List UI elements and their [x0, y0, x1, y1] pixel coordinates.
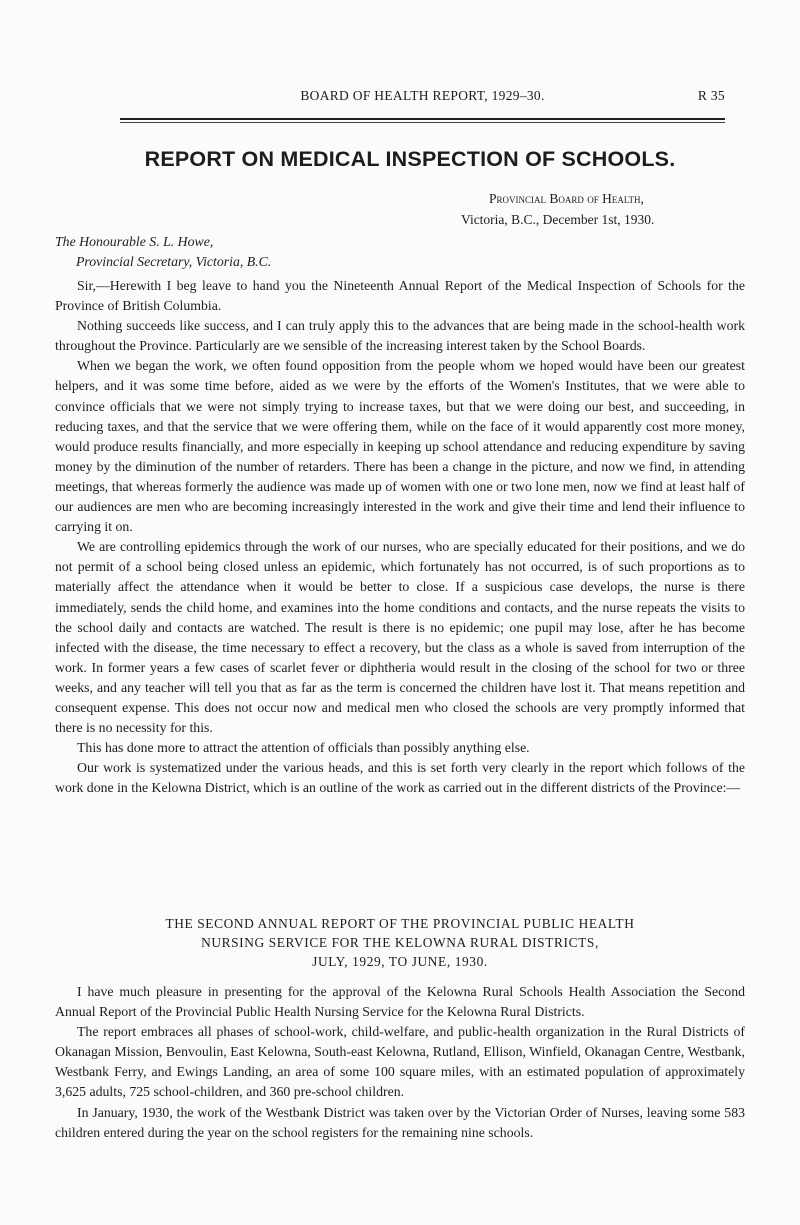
recipient-line-1: The Honourable S. L. Howe,: [55, 234, 214, 249]
paragraph: When we began the work, we often found opposition from the people whom we hoped would have been our greatest helpers, and it was some time before, aided as we were by the efforts of the Women's Institutes, that we were able to convince officials that we were not simply trying to increase taxes, but that we were doing our best, and succeeding, in reducing taxes, and that the service that we were offering them, while on the face of it would apparently cost more money, would produce results financially, and more especially in keeping up school attendance and reducing expenditure by saving money by the diminution of the number of retarders. There has been a change in the picture, and now we find, in attending meetings, that whereas formerly the audience was made up of women with one or two lone men, now we find at least half of our audiences are men who are becoming increasingly interested in the work and give their time and lend their influence to carrying it on.: [55, 358, 745, 535]
subheading-line-2: NURSING SERVICE FOR THE KELOWNA RURAL DISTRICTS,: [201, 935, 599, 950]
header-rule-thin: [120, 122, 725, 123]
paragraph: The report embraces all phases of school-work, child-welfare, and public-health organization in the Rural Districts of Okanagan Mission, Benvoulin, East Kelowna, South-east Kelowna, Rutland, Ellison, Winfield, Okanagan Centre, Westbank, Westbank Ferry, and Ewings Landing, an area of some 100 square miles, with an estimated population of approximately 3,625 adults, 725 school-children, and 360 pre-school children.: [55, 1024, 745, 1100]
paragraph: Nothing succeeds like success, and I can truly apply this to the advances that are being made in the school-health work throughout the Province. Particularly are we sensible of the increasing interest taken by the School Boards.: [55, 318, 745, 354]
paragraph: We are controlling epidemics through the work of our nurses, who are specially educated for their positions, and we do not permit of a school being closed unless an epidemic, which fortunately has not occurred, is of such proportions as to materially affect the attendance when it would be better to close. If a suspicious case develops, the nurse is there immediately, sends the child home, and examines into the home conditions and contacts, and the nurse repeats the visits to the school daily and contacts are watched. The result is there is no epidemic; one pupil may lose, after he has become infected with the disease, the time necessary to effect a recovery, but the class as a whole is saved from interruption of the work. In former years a few cases of scarlet fever or diphtheria would result in the closing of the school for two or three weeks, and any teacher will tell you that as far as the term is concerned the children have lost it. That means repetition and consequent expense. This does not occur now and medical men who closed the schools are very promptly informed that there is no necessity for this.: [55, 539, 745, 736]
paragraph: Sir,—Herewith I beg leave to hand you the Nineteenth Annual Report of the Medical Inspection of Schools for the Province of British Columbia.: [55, 278, 745, 314]
paragraph: I have much pleasure in presenting for the approval of the Kelowna Rural Schools Health Association the Second Annual Report of the Provincial Public Health Nursing Service for the Kelowna Rural Districts.: [55, 984, 745, 1020]
recipient-line-2: Provincial Secretary, Victoria, B.C.: [76, 254, 272, 269]
page-number: R 35: [697, 88, 725, 103]
address-line-2: [461, 212, 654, 228]
section-subheading: [55, 914, 745, 971]
header-rule: [120, 118, 725, 120]
report-body: [55, 982, 745, 1143]
address-line-1: Provincial Board of Health,: [489, 191, 644, 206]
letter-body: [55, 276, 745, 798]
header-title: BOARD OF HEALTH REPORT, 1929–30.: [300, 88, 545, 103]
paragraph: This has done more to attract the attention of officials than possibly anything else.: [77, 740, 530, 756]
paragraph: In January, 1930, the work of the Westbank District was taken over by the Victorian Order of Nurses, leaving some 583 children entered during the year on the school registers for the remaining nine schools.: [55, 1104, 745, 1140]
address-line-2-text: Victoria, B.C., December 1st, 1930.: [461, 212, 655, 227]
paragraph: Our work is systematized under the various heads, and this is set forth very clearly in the report which follows of the work done in the Kelowna District, which is an outline of the work as carried out in the different districts of the Province:—: [55, 760, 745, 796]
subheading-line-3: JULY, 1929, TO JUNE, 1930.: [312, 954, 488, 969]
subheading-line-1: THE SECOND ANNUAL REPORT OF THE PROVINCIAL PUBLIC HEALTH: [165, 916, 635, 931]
report-title: REPORT ON MEDICAL INSPECTION OF SCHOOLS.: [144, 147, 676, 171]
